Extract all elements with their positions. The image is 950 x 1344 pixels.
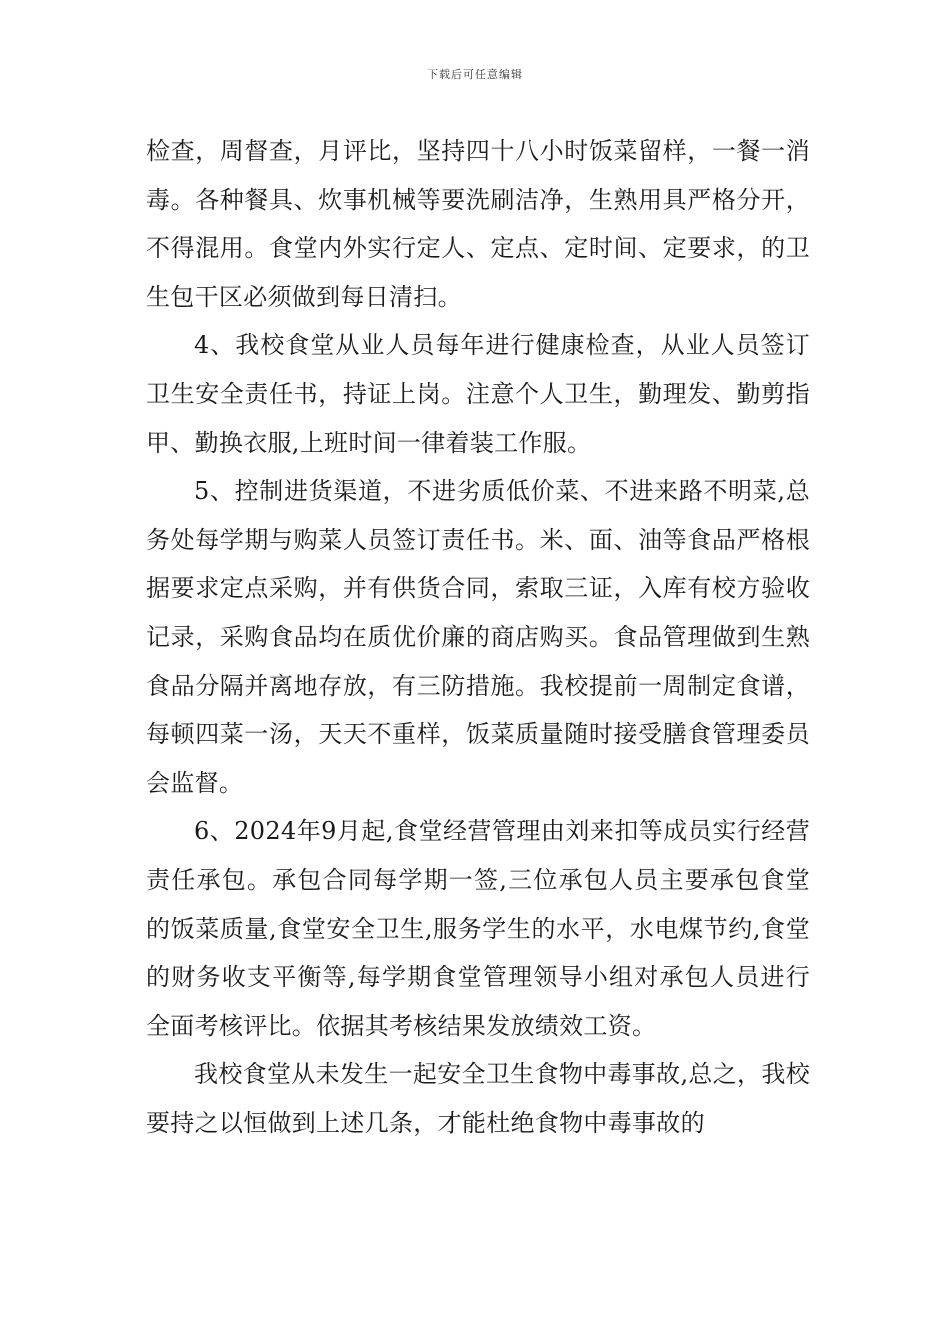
document-body bbox=[146, 127, 810, 1147]
paragraph-item-4: 4、我校食堂从业人员每年进行健康检查，从业人员签订卫生安全责任书，持证上岗。注意个人卫生，勤理发、勤剪指甲、勤换衣服,上班时间一律着装工作服。 bbox=[146, 331, 810, 457]
paragraph-item-5: 5、控制进货渠道，不进劣质低价菜、不进来路不明菜,总务处每学期与购菜人员签订责任书。米、面、油等食品严格根据要求定点采购，并有供货合同，索取三证，入库有校方验收记录，采购食品均在质优价廉的商店购买。食品管理做到生熟食品分隔并离地存放，有三防措施。我校提前一周制定食谱，每顿四菜一汤，天天不重样，饭菜质量随时接受膳食管理委员会监督。 bbox=[146, 477, 810, 797]
paragraph-item-6: 6、2024年9月起,食堂经营管理由刘来扣等成员实行经营责任承包。承包合同每学期一签,三位承包人员主要承包食堂的饭菜质量,食堂安全卫生,服务学生的水平，水电煤节约,食堂的财务收支平衡等,每学期食堂管理领导小组对承包人员进行全面考核评比。依据其考核结果发放绩效工资。 bbox=[146, 817, 810, 1040]
paragraph-conclusion: 我校食堂从未发生一起安全卫生食物中毒事故,总之，我校要持之以恒做到上述几条，才能杜绝食物中毒事故的 bbox=[146, 1060, 810, 1137]
paragraph-continuation: 检查，周督查，月评比，坚持四十八小时饭菜留样，一餐一消毒。各种餐具、炊事机械等要洗刷洁净，生熟用具严格分开，不得混用。食堂内外实行定人、定点、定时间、定要求，的卫生包干区必须做到每日清扫。 bbox=[146, 137, 810, 311]
page-header: 下载后可任意编辑 bbox=[427, 68, 523, 81]
